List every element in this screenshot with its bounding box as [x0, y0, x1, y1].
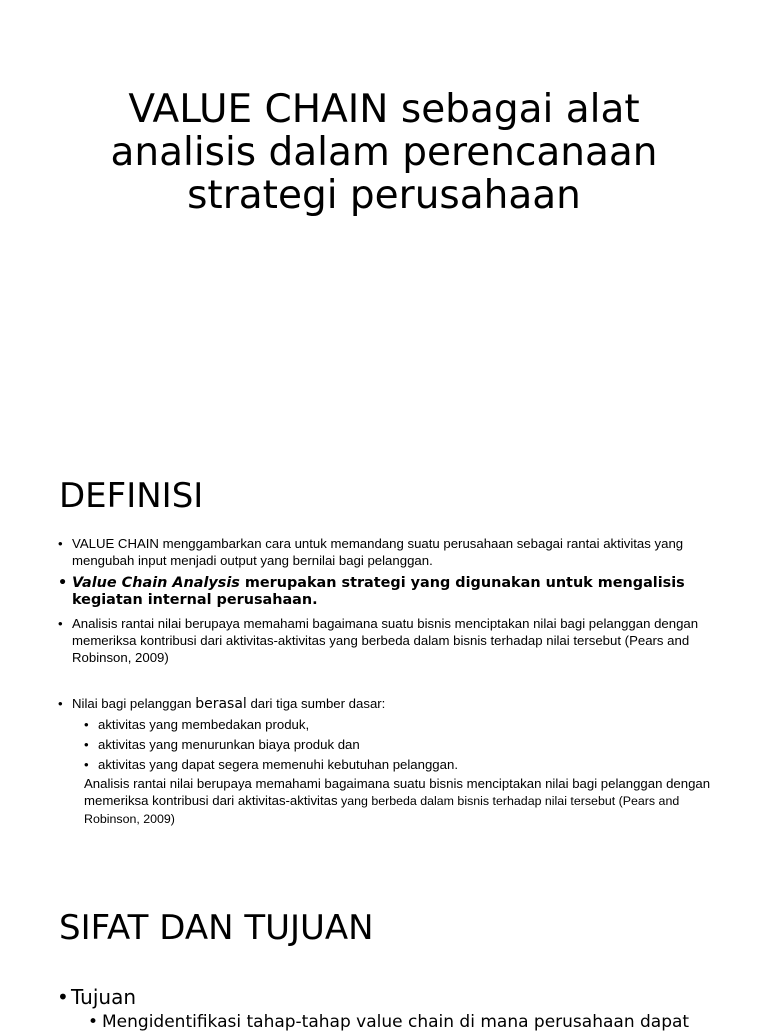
bullet-analisis: • Analisis rantai nilai berupaya memahami bagaimana suatu bisnis menciptakan nilai bagi pelanggan dengan memeriksa kontribusi dari aktivitas-aktivitas yang berbeda dalam bisnis terhadap nilai tersebut (Pears and Robinson, 2009) [58, 615, 712, 666]
bullet-nilai-post: dari tiga sumber dasar: [246, 696, 386, 711]
definisi-heading: DEFINISI [59, 476, 204, 516]
sifat-heading: SIFAT DAN TUJUAN [59, 908, 374, 948]
tujuan-sub-bullets [88, 1011, 712, 1033]
note-tail: yang berbeda dalam bisnis terhadap nilai tersebut (Pears and Robinson, 2009) [84, 794, 680, 826]
bullet-nilai-word: berasal [195, 696, 247, 712]
bullet-rest: merupakan strategi yang digunakan untuk mengalisis kegiatan internal perusahaan. [72, 575, 685, 608]
bullet-tujuan: • Tujuan [57, 984, 712, 1010]
note-main: Analisis rantai nilai berupaya memahami bagaimana suatu bisnis menciptakan nilai bagi pelanggan dengan memeriksa kontribusi dari aktivitas-aktivitas [84, 776, 711, 808]
bullet-nilai [58, 695, 712, 713]
sub-bullet-3: • aktivitas yang dapat segera memenuhi kebutuhan pelanggan. [84, 756, 712, 773]
bullet-nilai-pre: Nilai bagi pelanggan [72, 696, 196, 711]
nilai-sub-bullets [84, 716, 712, 773]
sifat-bullets [57, 984, 712, 1010]
definisi-bullets [58, 535, 712, 666]
sub-bullet-1: • aktivitas yang membedakan produk, [84, 716, 712, 733]
sub-bullet-2: • aktivitas yang menurunkan biaya produk dan [84, 736, 712, 753]
nilai-bullets [58, 695, 712, 713]
analisis-note [84, 775, 712, 828]
bullet-italic-term: Value Chain Analysis [72, 575, 240, 591]
bullet-value-chain-analysis [58, 575, 712, 609]
bullet-value-chain: • VALUE CHAIN menggambarkan cara untuk memandang suatu perusahaan sebagai rantai aktivitas yang mengubah input menjadi output yang bernilai bagi pelanggan. [58, 535, 712, 569]
slide-title: VALUE CHAIN sebagai alat analisis dalam perencanaan strategi perusahaan [110, 87, 658, 218]
title-slide [0, 0, 768, 430]
tujuan-sub-1: • Mengidentifikasi tahap-tahap value chain di mana perusahaan dapat [88, 1011, 712, 1033]
